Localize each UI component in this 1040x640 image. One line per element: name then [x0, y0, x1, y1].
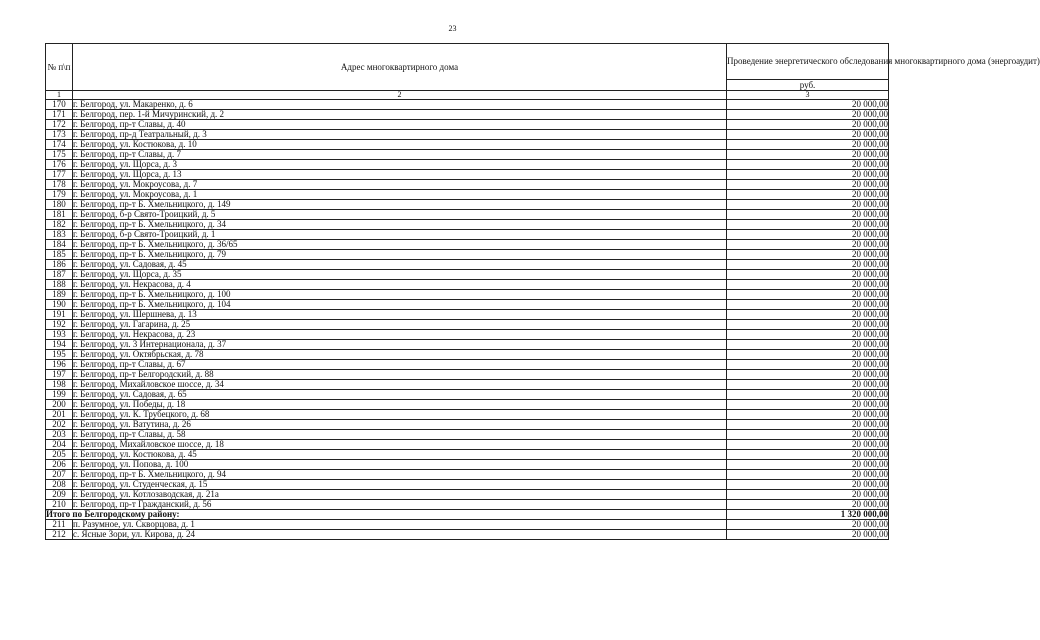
- row-number: 172: [46, 120, 73, 130]
- row-address: г. Белгород, ул. Некрасова, д. 4: [73, 280, 727, 290]
- table-row: [46, 210, 889, 220]
- row-address: г. Белгород, Михайловское шоссе, д. 18: [73, 440, 727, 450]
- row-sum: 20 000,00: [727, 320, 889, 330]
- row-address: г. Белгород, ул. Котлозаводская, д. 21а: [73, 490, 727, 500]
- row-number: 211: [46, 520, 73, 530]
- table-row: [46, 110, 889, 120]
- row-number: 212: [46, 530, 73, 540]
- table-row: [46, 150, 889, 160]
- row-number: 202: [46, 420, 73, 430]
- table-row: [46, 420, 889, 430]
- row-sum: 20 000,00: [727, 530, 889, 540]
- row-sum: 20 000,00: [727, 340, 889, 350]
- row-address: г. Белгород, ул. Щорса, д. 3: [73, 160, 727, 170]
- table-row: [46, 320, 889, 330]
- row-address: г. Белгород, ул. Некрасова, д. 23: [73, 330, 727, 340]
- row-address: г. Белгород, ул. Гагарина, д. 25: [73, 320, 727, 330]
- row-number: 194: [46, 340, 73, 350]
- table-row: [46, 140, 889, 150]
- row-address: г. Белгород, ул. Костюкова, д. 45: [73, 450, 727, 460]
- row-number: 197: [46, 370, 73, 380]
- table-row: [46, 310, 889, 320]
- column-number-3: 3: [727, 91, 889, 100]
- row-address: г. Белгород, пр-т Б. Хмельницкого, д. 94: [73, 470, 727, 480]
- row-sum: 20 000,00: [727, 120, 889, 130]
- row-sum: 20 000,00: [727, 380, 889, 390]
- row-number: 205: [46, 450, 73, 460]
- table-row: [46, 100, 889, 110]
- row-address: г. Белгород, ул. Садовая, д. 65: [73, 390, 727, 400]
- row-sum: 20 000,00: [727, 170, 889, 180]
- row-sum: 20 000,00: [727, 460, 889, 470]
- total-label: Итого по Белгородскому району:: [46, 510, 727, 520]
- table-row: [46, 400, 889, 410]
- row-sum: 20 000,00: [727, 240, 889, 250]
- row-number: 171: [46, 110, 73, 120]
- table-row: [46, 200, 889, 210]
- table-row: [46, 520, 889, 530]
- column-header-number: № п\п: [46, 44, 73, 91]
- row-address: г. Белгород, б-р Свято-Троицкий, д. 5: [73, 210, 727, 220]
- column-header-address: Адрес многоквартирного дома: [73, 44, 727, 91]
- row-address: г. Белгород, пр-т Славы, д. 40: [73, 120, 727, 130]
- table-row: [46, 340, 889, 350]
- table-body-after-total: [46, 520, 889, 540]
- row-sum: 20 000,00: [727, 400, 889, 410]
- row-number: 181: [46, 210, 73, 220]
- row-number: 176: [46, 160, 73, 170]
- row-address: г. Белгород, ул. Костюкова, д. 10: [73, 140, 727, 150]
- row-sum: 20 000,00: [727, 450, 889, 460]
- row-number: 191: [46, 310, 73, 320]
- table-row: [46, 250, 889, 260]
- row-sum: 20 000,00: [727, 490, 889, 500]
- table-row: [46, 410, 889, 420]
- row-address: г. Белгород, пер. 1-й Мичуринский, д. 2: [73, 110, 727, 120]
- table-row: [46, 160, 889, 170]
- row-address: г. Белгород, пр-т Б. Хмельницкого, д. 36/65: [73, 240, 727, 250]
- column-number-2: 2: [73, 91, 727, 100]
- row-address: г. Белгород, ул. К. Трубецкого, д. 68: [73, 410, 727, 420]
- row-sum: 20 000,00: [727, 230, 889, 240]
- apartment-buildings-table: [45, 43, 1040, 540]
- row-number: 209: [46, 490, 73, 500]
- row-number: 186: [46, 260, 73, 270]
- table-row: [46, 360, 889, 370]
- row-number: 200: [46, 400, 73, 410]
- table-row: [46, 500, 889, 510]
- row-address: г. Белгород, ул. Студенческая, д. 15: [73, 480, 727, 490]
- total-row: [46, 510, 889, 520]
- table-row: [46, 460, 889, 470]
- row-address: г. Белгород, пр-т Б. Хмельницкого, д. 79: [73, 250, 727, 260]
- row-number: 182: [46, 220, 73, 230]
- row-number: 190: [46, 300, 73, 310]
- row-sum: 20 000,00: [727, 190, 889, 200]
- row-number: 184: [46, 240, 73, 250]
- row-sum: 20 000,00: [727, 100, 889, 110]
- row-sum: 20 000,00: [727, 130, 889, 140]
- row-sum: 20 000,00: [727, 220, 889, 230]
- row-number: 199: [46, 390, 73, 400]
- table-row: [46, 440, 889, 450]
- row-number: 179: [46, 190, 73, 200]
- row-address: г. Белгород, пр-т Б. Хмельницкого, д. 104: [73, 300, 727, 310]
- row-address: г. Белгород, пр-т Б. Хмельницкого, д. 100: [73, 290, 727, 300]
- row-sum: 20 000,00: [727, 390, 889, 400]
- table-row: [46, 130, 889, 140]
- row-address: г. Белгород, ул. Победы, д. 18: [73, 400, 727, 410]
- row-number: 178: [46, 180, 73, 190]
- row-address: г. Белгород, ул. Шершнева, д. 13: [73, 310, 727, 320]
- row-sum: 20 000,00: [727, 280, 889, 290]
- table-header: [46, 44, 1040, 100]
- table-row: [46, 220, 889, 230]
- row-sum: 20 000,00: [727, 200, 889, 210]
- row-number: 207: [46, 470, 73, 480]
- page-number: 23: [448, 24, 457, 33]
- row-number: 185: [46, 250, 73, 260]
- row-sum: 20 000,00: [727, 300, 889, 310]
- table-body: [46, 100, 889, 510]
- row-number: 177: [46, 170, 73, 180]
- row-number: 198: [46, 380, 73, 390]
- row-sum: 20 000,00: [727, 180, 889, 190]
- row-number: 183: [46, 230, 73, 240]
- row-address: с. Ясные Зори, ул. Кирова, д. 24: [73, 530, 727, 540]
- row-address: г. Белгород, ул. Мокроусова, д. 7: [73, 180, 727, 190]
- row-address: г. Белгород, ул. Попова, д. 100: [73, 460, 727, 470]
- table-row: [46, 240, 889, 250]
- row-sum: 20 000,00: [727, 210, 889, 220]
- table-row: [46, 390, 889, 400]
- row-sum: 20 000,00: [727, 270, 889, 280]
- column-header-unit: руб.: [727, 80, 889, 91]
- row-address: г. Белгород, пр-д Театральный, д. 3: [73, 130, 727, 140]
- table-row: [46, 490, 889, 500]
- total-sum: 1 320 000,00: [727, 510, 889, 520]
- row-sum: 20 000,00: [727, 470, 889, 480]
- table-row: [46, 380, 889, 390]
- row-number: 203: [46, 430, 73, 440]
- table-row: [46, 230, 889, 240]
- row-sum: 20 000,00: [727, 440, 889, 450]
- row-sum: 20 000,00: [727, 480, 889, 490]
- row-number: 180: [46, 200, 73, 210]
- table-row: [46, 270, 889, 280]
- row-address: г. Белгород, ул. Садовая, д. 45: [73, 260, 727, 270]
- row-sum: 20 000,00: [727, 520, 889, 530]
- row-sum: 20 000,00: [727, 250, 889, 260]
- row-number: 193: [46, 330, 73, 340]
- row-address: г. Белгород, ул. Щорса, д. 35: [73, 270, 727, 280]
- row-address: г. Белгород, пр-т Славы, д. 58: [73, 430, 727, 440]
- row-sum: 20 000,00: [727, 150, 889, 160]
- row-address: г. Белгород, пр-т Б. Хмельницкого, д. 34: [73, 220, 727, 230]
- table-row: [46, 280, 889, 290]
- row-sum: 20 000,00: [727, 500, 889, 510]
- row-sum: 20 000,00: [727, 350, 889, 360]
- table-row: [46, 190, 889, 200]
- table-row: [46, 260, 889, 270]
- row-number: 201: [46, 410, 73, 420]
- table-row: [46, 450, 889, 460]
- row-number: 210: [46, 500, 73, 510]
- row-address: г. Белгород, ул. Макаренко, д. 6: [73, 100, 727, 110]
- row-sum: 20 000,00: [727, 290, 889, 300]
- row-address: г. Белгород, пр-т Славы, д. 7: [73, 150, 727, 160]
- table-row: [46, 170, 889, 180]
- table-row: [46, 180, 889, 190]
- row-number: 187: [46, 270, 73, 280]
- row-address: г. Белгород, ул. 3 Интернационала, д. 37: [73, 340, 727, 350]
- row-address: г. Белгород, пр-т Гражданский, д. 56: [73, 500, 727, 510]
- row-sum: 20 000,00: [727, 260, 889, 270]
- row-sum: 20 000,00: [727, 140, 889, 150]
- row-address: г. Белгород, ул. Ватутина, д. 26: [73, 420, 727, 430]
- row-address: г. Белгород, пр-т Белгородский, д. 88: [73, 370, 727, 380]
- row-sum: 20 000,00: [727, 310, 889, 320]
- row-sum: 20 000,00: [727, 360, 889, 370]
- table-row: [46, 120, 889, 130]
- column-number-1: 1: [46, 91, 73, 100]
- row-sum: 20 000,00: [727, 370, 889, 380]
- row-address: г. Белгород, ул. Щорса, д. 13: [73, 170, 727, 180]
- row-number: 174: [46, 140, 73, 150]
- row-number: 175: [46, 150, 73, 160]
- row-address: п. Разумное, ул. Скворцова, д. 1: [73, 520, 727, 530]
- row-number: 195: [46, 350, 73, 360]
- row-number: 188: [46, 280, 73, 290]
- row-address: г. Белгород, пр-т Славы, д. 67: [73, 360, 727, 370]
- table-row: [46, 290, 889, 300]
- row-sum: 20 000,00: [727, 330, 889, 340]
- table-row: [46, 300, 889, 310]
- table-row: [46, 480, 889, 490]
- row-number: 189: [46, 290, 73, 300]
- table-row: [46, 370, 889, 380]
- row-address: г. Белгород, ул. Мокроусова, д. 1: [73, 190, 727, 200]
- row-sum: 20 000,00: [727, 160, 889, 170]
- column-header-energy-audit: Проведение энергетического обследования многоквартирного дома (энергоаудит): [727, 44, 889, 80]
- row-number: 173: [46, 130, 73, 140]
- row-number: 196: [46, 360, 73, 370]
- row-sum: 20 000,00: [727, 420, 889, 430]
- row-number: 206: [46, 460, 73, 470]
- row-address: г. Белгород, Михайловское шоссе, д. 34: [73, 380, 727, 390]
- row-sum: 20 000,00: [727, 430, 889, 440]
- table-row: [46, 330, 889, 340]
- row-number: 192: [46, 320, 73, 330]
- row-address: г. Белгород, ул. Октябрьская, д. 78: [73, 350, 727, 360]
- table-row: [46, 430, 889, 440]
- row-number: 170: [46, 100, 73, 110]
- row-sum: 20 000,00: [727, 110, 889, 120]
- row-number: 208: [46, 480, 73, 490]
- row-number: 204: [46, 440, 73, 450]
- row-address: г. Белгород, б-р Свято-Троицкий, д. 1: [73, 230, 727, 240]
- row-address: г. Белгород, пр-т Б. Хмельницкого, д. 149: [73, 200, 727, 210]
- table-row: [46, 530, 889, 540]
- table-row: [46, 470, 889, 480]
- row-sum: 20 000,00: [727, 410, 889, 420]
- table-row: [46, 350, 889, 360]
